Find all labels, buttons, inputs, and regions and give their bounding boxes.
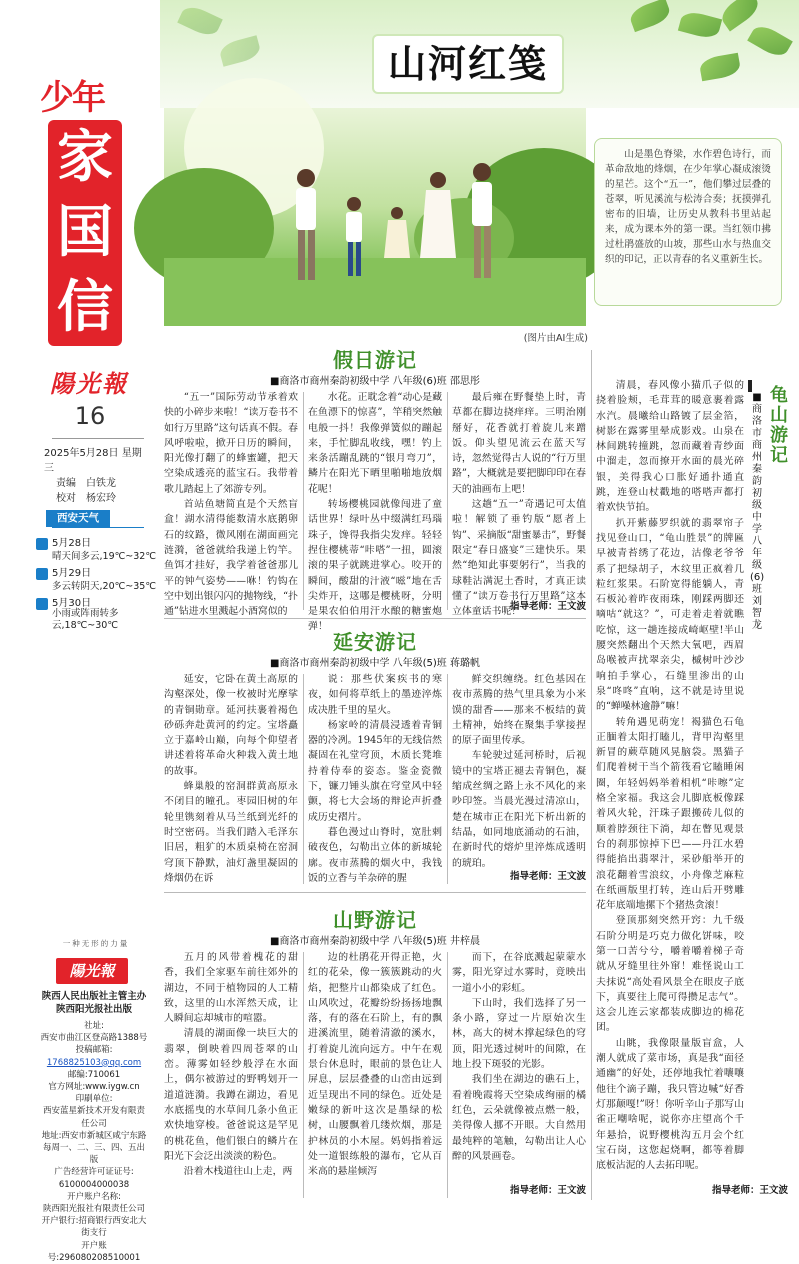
photo-caption: (图片由AI生成): [523, 333, 588, 344]
weather-day-1: 5月28日 晴天间多云,19℃~32℃: [36, 534, 148, 568]
article-column: 边的杜鹃花开得正艳，火红的花朵，像一簇簇跳动的火焰，把整片山都染成了红色。山风吹过，花瓣纷纷扬扬地飘落，有的落在石阶上，有的飘进溪流里，随着清澈的溪水，打着旋儿流向远方。中午在观景台休息时，眼前的景色让人屏息，层层叠叠的山峦由远到近呈现出不同的绿色。近处是嫩绿的新叶这次是墨绿的松树，山腰飘着几缕炊烟，那是护林员的小木屋。妈妈指着远处一道银练般的瀑布，它从百米高的悬崖倾泻: [308, 952, 442, 1178]
footer-logo: 陽光報: [56, 958, 128, 984]
article-column: 鲜交织缠绕。红色基因在夜市蒸腾的热气里具象为小米馍的甜香——那来不板结的黄土精神，始终在聚集手掌接捏的原子面里传承。 车轮驶过延河桥时，后视镜中的宝塔正褪去青铜色，凝缩成丝绸之路上永不风化的来吵印签。当晨光漫过清凉山，楚在城市正在阳光下析出新的结晶，如同地底涌动的石油，在新时代的熔炉里淬炼成透明的琥珀。: [452, 674, 586, 869]
masthead-divider: [52, 438, 144, 439]
info-line: 投稿邮箱:: [75, 1045, 113, 1056]
masthead-brand-small: 少年: [40, 78, 104, 118]
page-number: 16: [74, 402, 106, 430]
column-divider: [303, 952, 304, 1198]
intro-text: 山是墨色脊梁，水作碧色诗行，而革命敌地的烽烟，在少年掌心凝成滚烫的星芒。这个“五一”，他们攀过层叠的苍翠，听见溪流与松涛合奏；抚摸弹孔密布的旧墙，让历史从教科书里站起来，成为课本外的第一课。当红领巾拂过杜鹃盛放的山坡，那些山水与热血交织的印记，正以青春的名义重新生长。: [605, 149, 771, 265]
section-byline-mountain: ■商洛市商州秦韵初级中学 八年级(5)班 井梓晨: [270, 936, 480, 947]
info-line: 西安市曲江区登高路1388号: [40, 1033, 148, 1044]
page-title: 山河红笺: [387, 42, 548, 86]
weather-divider: [52, 527, 144, 528]
leaf-decoration: [627, 0, 672, 32]
family-photo: [164, 108, 586, 326]
column-divider: [303, 392, 304, 610]
article-column: “五一”国际劳动节承着欢快的小碎步来啦！“读万卷书不如行万里路”这句话真不假。春风呼啦啦，掀开日历的瞬间，阳光像打翻了的蜂蜜罐，把天空染成透亮的蓝宝石。我带着歌儿踏起上了郊游专列。 首站鱼塘简直是个天然盲盒！湖水清得能数清水底鹅卵石的纹路，微风刚在湖面画完涟漪，爸爸就给我递上钓竿。鱼饵才挂好，我学着爸爸那儿平的钟气姿势——咻！钓钩在空中划出银闪闪的抛物线，“扑通”钻进水里溅起小酒窝似的: [164, 392, 298, 618]
info-line: 6100004000038: [58, 1179, 130, 1190]
masthead-char-xin: 信: [57, 275, 113, 341]
teacher-credit: 指导老师：王文波: [509, 601, 586, 612]
column-divider: [447, 674, 448, 884]
publisher-info: [40, 990, 148, 1264]
weather-day-3: 5月30日 小雨或阵雨转多云,18℃~30℃: [36, 594, 148, 628]
info-line: 地址:西安市新城区咸宁东路: [41, 1130, 147, 1141]
section-byline-yanan: ■商洛市商州秦韵初级中学 八年级(5)班 蒋璐帆: [270, 658, 480, 669]
section-divider: [164, 618, 586, 619]
masthead-logo: 陽光報: [50, 369, 128, 398]
weather-day-2: 5月29日 多云转阴天,20℃~35℃: [36, 564, 148, 598]
proofreader-line: 校对 杨宏玲: [56, 493, 116, 504]
publisher-line: 陕西阳光报社出版: [55, 1004, 132, 1015]
info-line: 陕西阳光报社有限责任公司: [42, 1204, 145, 1215]
teacher-credit: 指导老师：王文波: [509, 871, 586, 882]
section-byline-guishan: ■商洛市商州秦韵初级中学 八年级(6)班 刘智龙: [750, 392, 765, 631]
submission-email[interactable]: 1768825103@qq.com: [46, 1057, 142, 1068]
teacher-credit: 指导老师：王文波: [711, 1185, 788, 1196]
section-title-guishan: 龟山游记: [770, 385, 788, 466]
info-line: 西安蓝星新技术开发有限责任公司: [42, 1106, 145, 1129]
masthead-meta: [44, 446, 148, 506]
info-line: 邮编:710061: [67, 1069, 121, 1080]
weather-calendar-icon: [36, 568, 48, 580]
leaf-decoration: [698, 53, 741, 82]
website-line[interactable]: 官方网址:www.iygw.cn: [48, 1082, 140, 1093]
masthead-brand-box: [48, 120, 122, 346]
weather-label: 西安天气: [46, 510, 110, 527]
masthead-char-guo: 国: [57, 199, 113, 265]
article-column: 清晨，春风像小猫爪子似的挠着脸颊，毛茸茸的暖意裹着露水汽。晨曦给山路镀了层金箔，树影在露雾里晕成影戏。山泉在林间跳转撞跳，忽而藏着青纱面中溜走，忽而撩开水面的晨光碎银，美得我心口胀好通扑通直跳，连登山杖戳地的嗒嗒声都打着欢快节拍。 扒开紫藤罗织就的翡翠帘子找见登山口，“龟山胜景”的牌匾早被青苔绣了花边，沽像老爷爷系了把绿胡子，木纹里正疯着几粒红浆果。石阶宽得能躺人，青石板沁着昨夜雨珠，刚踩两脚还嘀咕“就这？”，可走着走着就瞧吃惊，这一趟连接成崎岖壁!半山腰突然翻出个天然大氧吧，西眉岛喉被声扰翠亲尖，槭树叶沙沙响拍手掌心，石缝里渗出的山泉“咚咚”直响，这不就是诗里说的“蝉噪林逾静”嘛！ 转角遇见萌宠！褐猫色石龟正腼着太阳打瞌儿，背甲沟壑里新冒的蕨草随风晃脑袋。黑猫子们爬着树干当个箭筏看它瞌睡闲圈，年轻妈妈举着相机“咔嚓”定格全家福。我这会儿脚底板像踩着风火轮，汗珠子跟搬砖儿似的顺着脖颈往下淌，却在瞥见观景台的刹那惊掉下巴——丹江水碧得能掐出翡翠汁，采砂船举开的浪花翻着雪浪纹，小舟像芝麻粒在纸画版里打转，连山后开劈雕花年底端地摞下个猪热贪滚！ 登顶那刻突然开窍：九千级石阶分明是巧克力做化饼味，咬第一口苦兮兮，嚼着嚼着梯子奇就从牙缝里往外窜！难怪说山工夫抹说“高处看风景全在眼皮子底下，真要往上爬可得攒足志气”。这会儿连云家都装成脚边的棉花团。 山眺，我像限量版盲盒，人潮人就成了菜市场，真是我“面径通幽”的好处，还停地我忙着嚷嚷他往个滴子蹦，我只管边喊“好香灯那颠嘎!”呀！你听辛山子那写山雀正嘲啥呢，说你亦庄望高个千年悬拾，说野樱桃沟五月会个红宝石岗，这您起烧啊，都等着脚底板沾泥的人去拓印呢。: [596, 380, 744, 1172]
info-line: 开户银行:招商银行西安北大街支行: [41, 1216, 147, 1239]
section-title-holiday: 假日游记: [333, 348, 417, 372]
article-column: 最后雍在野餐垫上时，青草都在脚边挠痒痒。三明治刚掰好，花香就打着旋儿来蹭饭。仰头望见流云在蓝天写诗，忽然觉得古人说的“行万里路”，大概就是要把脚印印在春天的油画布上吧！ 这趟“五一”奇遇记可太值啦！解锁了垂钓版“愿者上钩”、采摘版“甜蜜暴击”，野餐限定“春日盛宴”三建快乐。果然“绝知此事要躬行”，当我的球鞋沾满泥土香时，才真正读懂了“读万卷书行万里路”这本立体童话书呢！: [452, 392, 586, 618]
publisher-line: 陕西人民出版社主管主办: [41, 991, 147, 1002]
article-column: 而下，在谷底溅起蒙蒙水雾，阳光穿过水雾时，竟映出一道小小的彩虹。 下山时，我们选择了另一条小路，穿过一片原始次生林，高大的树木撑起绿色的穹顶，阳光透过树叶的间隙，在地上投下斑驳的光影。 我们坐在湖边的礁石上，看着晚霞将天空染成绚丽的橘红色，云朵就像被点燃一般，美得像人挪不开眼。大自然用最纯粹的笔触，勾勒出让人心醉的风景画卷。: [452, 952, 586, 1162]
teacher-credit: 指导老师：王文波: [509, 1185, 586, 1196]
column-divider: [303, 674, 304, 884]
leaf-decoration: [218, 35, 262, 67]
column-divider: [447, 952, 448, 1198]
leaf-decoration: [678, 9, 722, 41]
masthead-char-jia: 家: [57, 124, 113, 190]
info-line: 每周一、二、三、四、五出版: [42, 1143, 145, 1166]
leaf-decoration: [747, 21, 793, 60]
section-title-yanan: 延安游记: [333, 630, 417, 654]
editor-line: 责编 白铁龙: [56, 478, 116, 489]
info-line: 开户账户名称:: [67, 1191, 121, 1202]
info-line: 开户账号:296080208510001: [47, 1240, 141, 1263]
info-line: 社址:: [84, 1021, 104, 1031]
article-column: 延安，它卧在黄土高原的沟壑深处，像一枚被时光摩挲的青铜勋章。延河扶裹着褐色砂砾奔赴黄河的约定。宝塔矗立于嘉岭山巅，向每个仰望者讲述着将革命火种栽入黄土地的故事。 蜂巢般的窑洞群黄高原永不闭目的瞳孔。枣园旧树的年轮里镌刻着从马兰纸到光纤的时空密码。当我们踏入毛泽东旧居，粗犷的木质桌椅在窑洞穹顶下静默，油灯盏里凝固的烽烟仍在诉: [164, 674, 298, 884]
weather-calendar-icon: [36, 598, 48, 610]
article-column: 五月的风带着槐花的甜香，我们全家驱车前往郊外的湖边，不同于植物园的人工精致，这里的山水浑然天成，让人瞬间忘却城市的喧嚣。 清晨的湖面像一块巨大的翡翠，倒映着四周苍翠的山峦。薄雾如轻纱般浮在水面上，偶尔被游过的野鸭划开一道道涟漪。我蹲在湖边，看见水底摇曳的水草间几条小鱼正欢快地穿梭。爸爸说这是罕见的桃花鱼，他们银白的鳞片在阳光下会泛出淡淡的粉色。 沿着木栈道往山上走，两: [164, 952, 298, 1178]
intro-box: [594, 138, 782, 306]
info-line: 印刷单位:: [75, 1094, 113, 1105]
section-divider: [164, 892, 586, 893]
weather-calendar-icon: [36, 538, 48, 550]
slogan: 一种无形的力量: [62, 939, 130, 948]
article-column: 水花。正耽念着“动心是藏在鱼漂下的惊喜”，竿稍突然触电般一抖！我像弹簧似的蹦起来，手忙脚乱收线，嘿！钓上来条活蹦乱跳的“银月弯刀”，鳞片在阳光下晒里啪啪地放烟花呢！ 转场樱桃园就像闯进了童话世界！绿叶丛中缀满红玛瑙珠子，馋得我指尖发痒。轻轻捏住樱桃蒂“咔嗒”一扭，圆滚滚的果子就跳进掌心。咬开的瞬间，酸甜的汁液“嗞”地在舌尖炸开，这哪是樱桃呀，分明是果农伯伯用汗水酿的糖蜜炮弹！: [308, 392, 442, 633]
issue-date: 2025年5月28日 星期三: [44, 448, 142, 474]
byline-marker: [748, 380, 752, 392]
section-title-mountain: 山野游记: [333, 908, 417, 932]
info-line: 广告经营许可证证号:: [54, 1167, 134, 1178]
leaf-decoration: [177, 3, 223, 40]
article-column: 说：那些伏案疾书的寒夜，如何将草纸上的墨迹淬炼成决胜千里的星火。 杨家岭的清晨浸透着青铜器的冷冽。1945年的无线信然凝固在礼堂穹顶，木质长凳堆持着侍奉的姿态。鉴金瓷微下，镰刀锤头旗在穹堂风中轻颤，将七大会场的辩论声折叠成历史褶片。 暮色漫过山脊时，宽肚剌破夜色，勾勒出立体的新城轮廓。夜市蒸腾的烟火中，我钱饭的立香与羊杂碎的腥: [308, 674, 442, 884]
column-divider: [591, 350, 592, 1200]
column-divider: [447, 392, 448, 610]
section-byline-holiday: ■商洛市商州秦韵初级中学 八年级(6)班 邵思彤: [270, 376, 480, 387]
photo-illustration: [164, 108, 586, 326]
